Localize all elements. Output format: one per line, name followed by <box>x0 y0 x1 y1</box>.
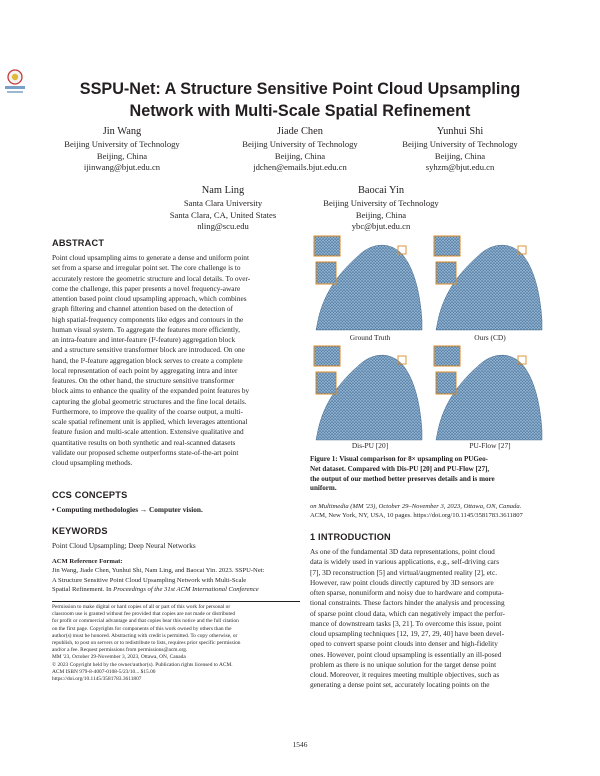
abstract-line: local representation of each point by aggregating intra and inter <box>52 365 238 375</box>
intro-line: data is widely used in various applications, e.g., self-driving cars <box>310 557 500 567</box>
intro-line: cloud. Moreover, it requires meeting multiple objectives, such as <box>310 670 500 679</box>
intro-line: mance of downstream tasks [3, 21]. To overcome this issue, point <box>310 618 502 628</box>
figure-label: Ours (CD) <box>474 333 506 342</box>
intro-line: As one of the fundamental 3D data representations, point cloud <box>310 547 495 556</box>
intro-line: However, raw point clouds directly captured by 3D sensors are <box>310 577 494 587</box>
intro-body <box>310 547 554 691</box>
footnote-rule <box>52 601 300 602</box>
intro-line: problem as there is no unique solution for the target dense point <box>310 659 497 669</box>
abstract-line: accurately restore the geometric structure and local details. To over- <box>52 273 251 283</box>
permission-line: Permission to make digital or hard copies of all or part of this work for personal or <box>52 604 231 610</box>
intro-line: [7], 3D reconstruction [5] and virtual/augmented reality [2], etc. <box>310 567 498 577</box>
permission-line: © 2023 Copyright held by the owner/author(s). Publication rights licensed to ACM. <box>52 661 233 668</box>
caption-line: the output of our method better preserves details and is more <box>310 474 495 483</box>
caption-line: Figure 1: Visual comparison for 8× upsampling on PUGeo- <box>310 455 488 463</box>
intro-line: of sparse point cloud data, which can negatively impact the perfor- <box>310 608 505 618</box>
abstract-line: Furthermore, to improve the quality of the coarse output, a multi- <box>52 406 243 416</box>
ccs-text: • Computing methodologies → Computer vision. <box>52 505 203 514</box>
venue-reference: on Multimedia (MM '23), October 29–November 3, 2023, Ottawa, ON, Canada. ACM, New York, NY, USA, 10 pages. https://doi.org/10.1145/3581783.3611807 <box>310 503 523 520</box>
author-block: Yunhui Shi Beijing University of Technology Beijing, China syhzm@bjut.edu.cn <box>402 126 518 172</box>
author-block: Jiade Chen Beijing University of Technology Beijing, China jdchen@emails.bjut.edu.cn <box>242 126 358 172</box>
abstract-line: feature fusion and multi-scale attention. Extensive qualitative and <box>52 427 244 437</box>
permission-line: and/or a fee. Request permissions from permissions@acm.org. <box>52 647 188 654</box>
abstract-line: cloud upsampling methods. <box>52 458 133 467</box>
panel-ground-truth <box>314 236 422 330</box>
abstract-line: high spatial-frequency components like edges and contours in the <box>52 314 244 324</box>
panel-dis-pu <box>314 346 422 440</box>
acm-badge-icon <box>2 68 28 98</box>
permission-line: classroom use is granted without fee provided that copies are not made or distributed <box>52 611 236 618</box>
caption-line: uniform. <box>310 484 337 493</box>
abstract-line: features. On the other hand, the structure sensitive transformer <box>52 376 235 385</box>
permission-line: republish, to post on servers or to redistribute to lists, requires prior specific permission <box>52 640 241 647</box>
figure-label: PU-Flow [27] <box>469 441 511 450</box>
author-block: Baocai Yin Beijing University of Technology Beijing, China ybc@bjut.edu.cn <box>323 185 439 231</box>
abstract-line: scale spatial refinement unit is applied, which leverages attentional <box>52 417 248 426</box>
abstract-heading: ABSTRACT <box>52 238 105 248</box>
abstract-line: graph filtering and channel attention based on the detection of <box>52 304 233 314</box>
abstract-line: and a structure sensitive transformer block are introduced. On one <box>52 345 245 355</box>
abstract-line: Point cloud upsampling aims to generate a dense and uniform point <box>52 253 249 262</box>
panel-ours <box>434 236 542 330</box>
author-block: Nam Ling Santa Clara University Santa Clara, CA, United States nling@scu.edu <box>169 185 277 231</box>
permission-line: on the first page. Copyrights for components of this work owned by others than the <box>52 625 232 632</box>
abstract-line: come the challenge, this paper presents a novel frequency-aware <box>52 283 241 293</box>
permission-line: author(s) must be honored. Abstracting with credit is permitted. To copy otherwise, or <box>52 632 238 639</box>
abstract-line: human visual system. To aggregate the features more efficiently, <box>52 324 240 334</box>
abstract-line: quantitative results on both synthetic and real-scanned datasets <box>52 437 236 447</box>
permission-notice <box>52 604 300 683</box>
abstract-line: capturing the global geometric structures and the fine local details. <box>52 396 247 406</box>
paper-title: SSPU-Net: A Structure Sensitive Point Cloud Upsampling Network with Multi-Scale Spatial Refinement <box>79 80 521 120</box>
permission-line: ACM ISBN 979-8-4007-0108-5/23/10... $15.00 <box>52 668 156 675</box>
caption-line: Net dataset. Compared with Dis-PU [20] and PU-Flow [27], <box>310 464 490 473</box>
permission-line: MM '23, October 29-November 3, 2023, Ottawa, ON, Canada <box>52 654 186 661</box>
intro-line: often sparse, nonuniform and noisy due to hardware and computa- <box>310 588 504 597</box>
permission-line: https://doi.org/10.1145/3581783.3611807 <box>52 676 142 683</box>
intro-line: ones. However, point cloud upsampling is essentially an ill-posed <box>310 649 502 659</box>
figure-label: Ground Truth <box>349 333 391 342</box>
ccs-heading: CCS CONCEPTS <box>52 490 128 500</box>
acm-reference: ACM Reference Format: Jin Wang, Jiade Chen, Yunhui Shi, Nam Ling, and Baocai Yin. 2023. SSPU-Net: A Structure Sensitive Point Cloud Upsampling Network with Multi-Scale Spatial Refinement. In Proceedings of the 31st ACM International Conference <box>52 558 265 594</box>
figure-caption <box>310 455 554 494</box>
intro-line: cloud upsampling techniques [12, 19, 27, 29, 40] have been devel- <box>310 629 505 638</box>
author-block: Jin Wang Beijing University of Technology Beijing, China ijinwang@bjut.edu.cn <box>64 126 180 172</box>
page-number: 1546 <box>292 740 308 749</box>
intro-line: generating a dense point set, accurately locating points on the <box>310 680 490 690</box>
abstract-body <box>52 253 300 468</box>
permission-line: for profit or commercial advantage and that copies bear this notice and the full citation <box>52 618 239 625</box>
abstract-line: set from a sparse and irregular point set. The core challenge is to <box>52 263 241 273</box>
figure-label: Dis-PU [20] <box>351 441 389 450</box>
keywords-text: Point Cloud Upsampling; Deep Neural Networks <box>52 541 196 550</box>
abstract-line: validate our proposed scheme outperforms state-of-the-art point <box>52 447 239 457</box>
intro-line: tional constraints. These factors hinder the analysis and processing <box>310 598 505 608</box>
abstract-line: an intra-feature and inter-feature (I²-feature) aggregation block <box>52 335 236 344</box>
abstract-line: hand, the I²-feature aggregation block serves to create a complete <box>52 355 243 365</box>
abstract-line: attention based point cloud upsampling approach, which combines <box>52 294 247 303</box>
keywords-heading: KEYWORDS <box>52 526 108 536</box>
intro-line: oped to convert sparse point clouds into denser and high-fidelity <box>310 639 498 649</box>
intro-heading: 1 INTRODUCTION <box>310 532 391 542</box>
panel-pu-flow <box>434 346 542 440</box>
abstract-line: block aims to enhance the quality of the expanded point features by <box>52 386 250 396</box>
